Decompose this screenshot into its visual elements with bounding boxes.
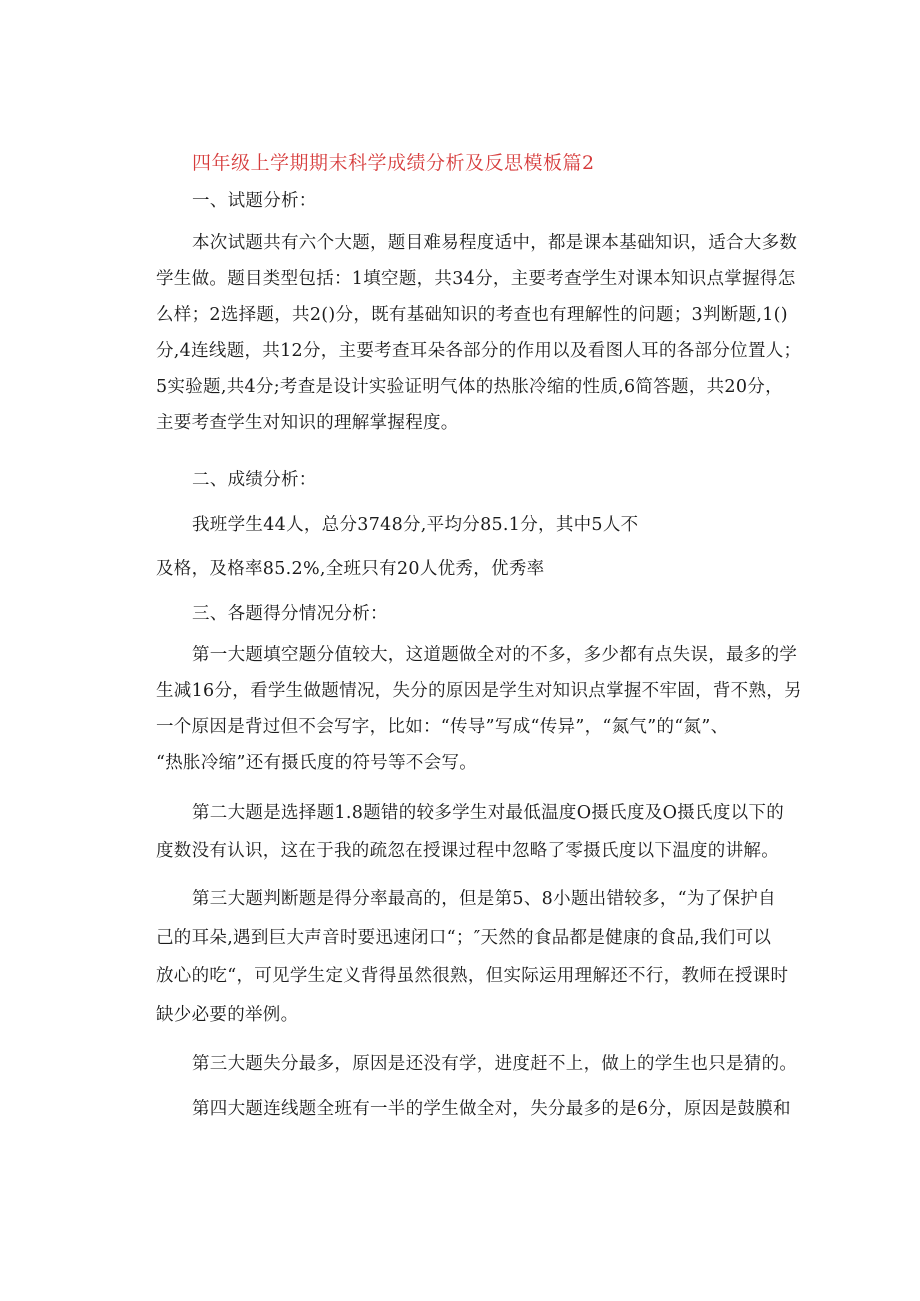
- paragraph-line: 及格，及格率85.2%,全班只有20人优秀，优秀率: [156, 559, 545, 579]
- paragraph-line: 主要考查学生对知识的理解掌握程度。: [156, 413, 459, 433]
- paragraph-line: 学生做。题目类型包括：1填空题，共34分，主要考查学生对课本知识点掌握得怎: [156, 269, 796, 289]
- paragraph-line: 己的耳朵,遇到巨大声音时要迅速闭口“；″天然的食品都是健康的食品,我们可以: [156, 928, 772, 948]
- paragraph-line: 度数没有认识，这在于我的疏忽在授课过程中忽略了零摄氏度以下温度的讲解。: [156, 841, 779, 861]
- paragraph-line: 第二大题是选择题1.8题错的较多学生对最低温度O摄氏度及O摄氏度以下的: [192, 803, 785, 823]
- paragraph-line: 放心的吃“，可见学生定义背得虽然很熟，但实际运用理解还不行，教师在授课时: [156, 966, 789, 986]
- section-heading-question-analysis: 三、各题得分情况分析：: [192, 604, 388, 624]
- paragraph-line: 第三大题判断题是得分率最高的，但是第5、8小题出错较多，“为了保护自: [192, 889, 776, 909]
- paragraph-line: 缺少必要的举例。: [156, 1005, 299, 1025]
- section-heading-score-analysis: 二、成绩分析：: [192, 470, 317, 490]
- paragraph-line: 5实验题,共4分;考查是设计实验证明气体的热胀冷缩的性质,6简答题，共20分，: [156, 377, 783, 397]
- paragraph-line: 本次试题共有六个大题，题目难易程度适中，都是课本基础知识，适合大多数: [192, 233, 798, 253]
- paragraph-line: 一个原因是背过但不会写字，比如：“传导”写成“传异”，“氮气”的“氮”、: [156, 717, 729, 737]
- paragraph-line: “热胀冷缩”还有摄氏度的符号等不会写。: [156, 753, 478, 773]
- document-title: 四年级上学期期末科学成绩分析及反思模板篇2: [192, 152, 595, 174]
- paragraph-line: 么样；2选择题，共2()分，既有基础知识的考查也有理解性的问题；3判断题,1(): [156, 305, 788, 325]
- paragraph-line: 分,4连线题，共12分，主要考查耳朵各部分的作用以及看图人耳的各部分位置人；: [156, 341, 802, 361]
- paragraph-line: 第三大题失分最多，原因是还没有学，进度赶不上，做上的学生也只是猜的。: [192, 1054, 798, 1074]
- section-heading-exam-analysis: 一、试题分析：: [192, 191, 317, 211]
- paragraph-line: 生减16分，看学生做题情况，失分的原因是学生对知识点掌握不牢固，背不熟，另: [156, 681, 802, 701]
- paragraph-line: 我班学生44人，总分3748分,平均分85.1分，其中5人不: [192, 515, 639, 535]
- paragraph-line: 第一大题填空题分值较大，这道题做全对的不多，多少都有点失误，最多的学: [192, 645, 798, 665]
- paragraph-line: 第四大题连线题全班有一半的学生做全对，失分最多的是6分，原因是鼓膜和: [192, 1099, 791, 1119]
